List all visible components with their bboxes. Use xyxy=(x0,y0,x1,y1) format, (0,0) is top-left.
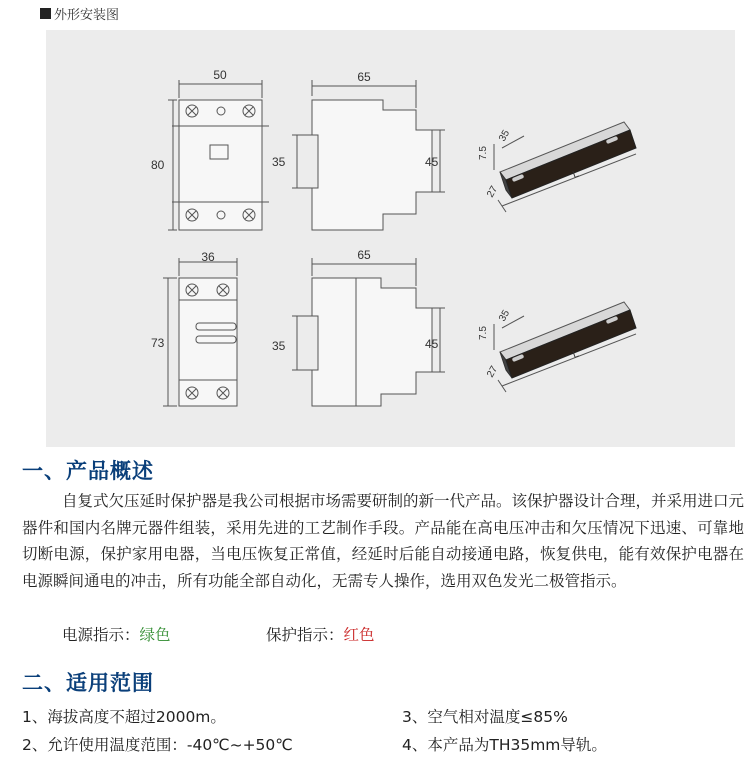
scope-item-3: 3、空气相对温度≤85% xyxy=(402,708,568,726)
scope-item-1: 1、海拔高度不超过2000m。 xyxy=(22,708,226,726)
dim-top-side-inner: 35 xyxy=(272,155,286,169)
dim-top-front-height: 80 xyxy=(151,158,165,172)
top-din-rail xyxy=(494,122,636,212)
dim-top-front-width: 50 xyxy=(213,68,227,82)
dim-bottom-side-inner: 35 xyxy=(272,339,286,353)
dim-rail-top-length: L xyxy=(571,168,581,181)
product-overview-text: 自复式欠压延时保护器是我公司根据市场需要研制的新一代产品。该保护器设计合理，并采用进口元器件和国内名牌元器件组装，采用先进的工艺制作手段。产品能在高电压冲击和欠压情况下迅速、可靠地切断电源，保护家用电器，当电压恢复正常值，经延时后能自动接通电路，恢复供电，能有效保护电器在电源瞬间通电的冲击，所有功能全部自动化，无需专人操作，选用双色发光二极管指示。 xyxy=(22,492,745,590)
dim-rail-top-height: 7.5 xyxy=(478,146,489,160)
dim-bottom-front-height: 73 xyxy=(151,336,165,350)
installation-drawing-panel xyxy=(46,30,735,447)
square-bullet-icon xyxy=(40,8,51,19)
section-header-text: 外形安装图 xyxy=(54,8,120,23)
dim-bottom-front-width: 36 xyxy=(201,250,215,264)
protect-indicator xyxy=(266,623,375,645)
scope-item-4: 4、本产品为TH35mm导轨。 xyxy=(402,736,607,754)
dim-rail-bottom-thickness: 27 xyxy=(485,364,501,380)
dim-rail-bottom-length: L xyxy=(571,348,581,361)
product-overview-paragraph xyxy=(22,488,744,594)
power-indicator xyxy=(62,623,171,645)
power-indicator-label: 电源指示： xyxy=(62,626,140,644)
dim-rail-bottom-width: 35 xyxy=(497,308,513,324)
dim-rail-bottom-height: 7.5 xyxy=(478,326,489,340)
dim-bottom-side-width: 65 xyxy=(357,248,371,262)
dim-top-side-outer: 45 xyxy=(425,155,439,169)
protect-indicator-label: 保护指示： xyxy=(266,626,344,644)
power-indicator-value: 绿色 xyxy=(139,626,171,644)
top-side-view xyxy=(292,80,445,230)
dim-top-side-width: 65 xyxy=(357,70,371,84)
protect-indicator-value: 红色 xyxy=(343,626,375,644)
dim-rail-top-width: 35 xyxy=(497,128,513,144)
section-header xyxy=(40,4,119,23)
bottom-front-view xyxy=(163,258,237,406)
top-front-view xyxy=(168,80,269,230)
bottom-side-view xyxy=(292,258,445,406)
bottom-din-rail xyxy=(494,302,636,392)
section2-title: 二、适用范围 xyxy=(22,671,154,695)
installation-drawing xyxy=(46,30,735,447)
scope-item-2: 2、允许使用温度范围：-40℃~+50℃ xyxy=(22,736,293,754)
dim-bottom-side-outer: 45 xyxy=(425,337,439,351)
dim-rail-top-thickness: 27 xyxy=(485,184,501,200)
section1-title: 一、产品概述 xyxy=(22,459,154,483)
